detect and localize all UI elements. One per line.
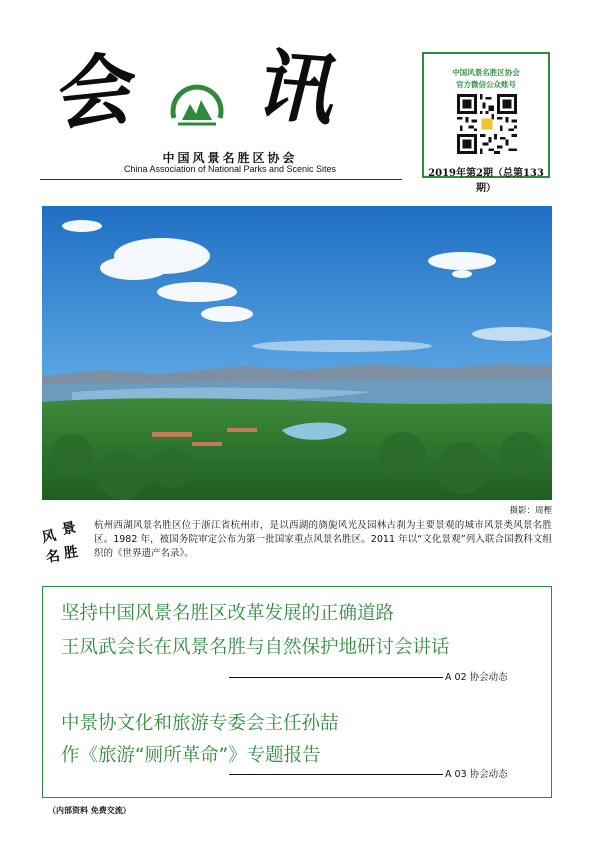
side-tag-char: 名 — [44, 548, 62, 566]
west-lake-photo — [42, 206, 552, 500]
headline[interactable]: 中景协文化和旅游专委会主任孙喆 — [61, 713, 339, 734]
divider — [229, 677, 443, 678]
wechat-qr-panel — [422, 52, 550, 178]
page-reference: A 03 协会动态 — [445, 769, 508, 780]
issue-number: 2019年第2期（总第133期） — [428, 168, 544, 194]
page-reference: A 02 协会动态 — [445, 672, 508, 683]
side-tag-char: 景 — [60, 519, 78, 539]
qr-caption-line1: 中国风景名胜区协会 — [452, 68, 520, 77]
footer-note: （内部资料 免费交流） — [48, 806, 131, 815]
side-tag-scenic — [42, 520, 82, 572]
headline[interactable]: 坚持中国风景名胜区改革发展的正确道路 — [61, 603, 395, 624]
side-tag-char: 胜 — [62, 544, 80, 562]
org-name-en: China Association of National Parks and Scenic Sites — [123, 164, 337, 174]
masthead — [40, 40, 400, 180]
headlines-box — [42, 586, 552, 798]
mountain-emblem-icon — [168, 80, 226, 138]
masthead-char-hui: 会 — [56, 42, 136, 143]
headline[interactable]: 作《旅游“厕所革命”》专题报告 — [61, 745, 321, 766]
qr-caption-line2: 官方微信公众账号 — [456, 80, 516, 89]
divider — [229, 774, 443, 775]
masthead-rule — [40, 179, 402, 180]
photo-credit: 摄影：周樫 — [509, 506, 552, 516]
qr-code-icon[interactable] — [457, 94, 517, 154]
headline[interactable]: 王凤武会长在风景名胜与自然保护地研讨会讲话 — [61, 637, 450, 658]
side-tag-char: 风 — [40, 527, 58, 547]
photo-caption: 杭州西湖风景名胜区位于浙江省杭州市，是以西湖的旖旎风光及园林古刹为主要景观的城市风景类风景名胜区。1982 年，被国务院审定公布为第一批国家重点风景名胜区。2011 年以“文化景观”列入联合国教科文组织的《世界遗产名录》。 — [94, 520, 552, 559]
masthead-char-xun: 讯 — [249, 41, 348, 136]
org-name-cn: 中国风景名胜区协会 — [162, 151, 298, 165]
